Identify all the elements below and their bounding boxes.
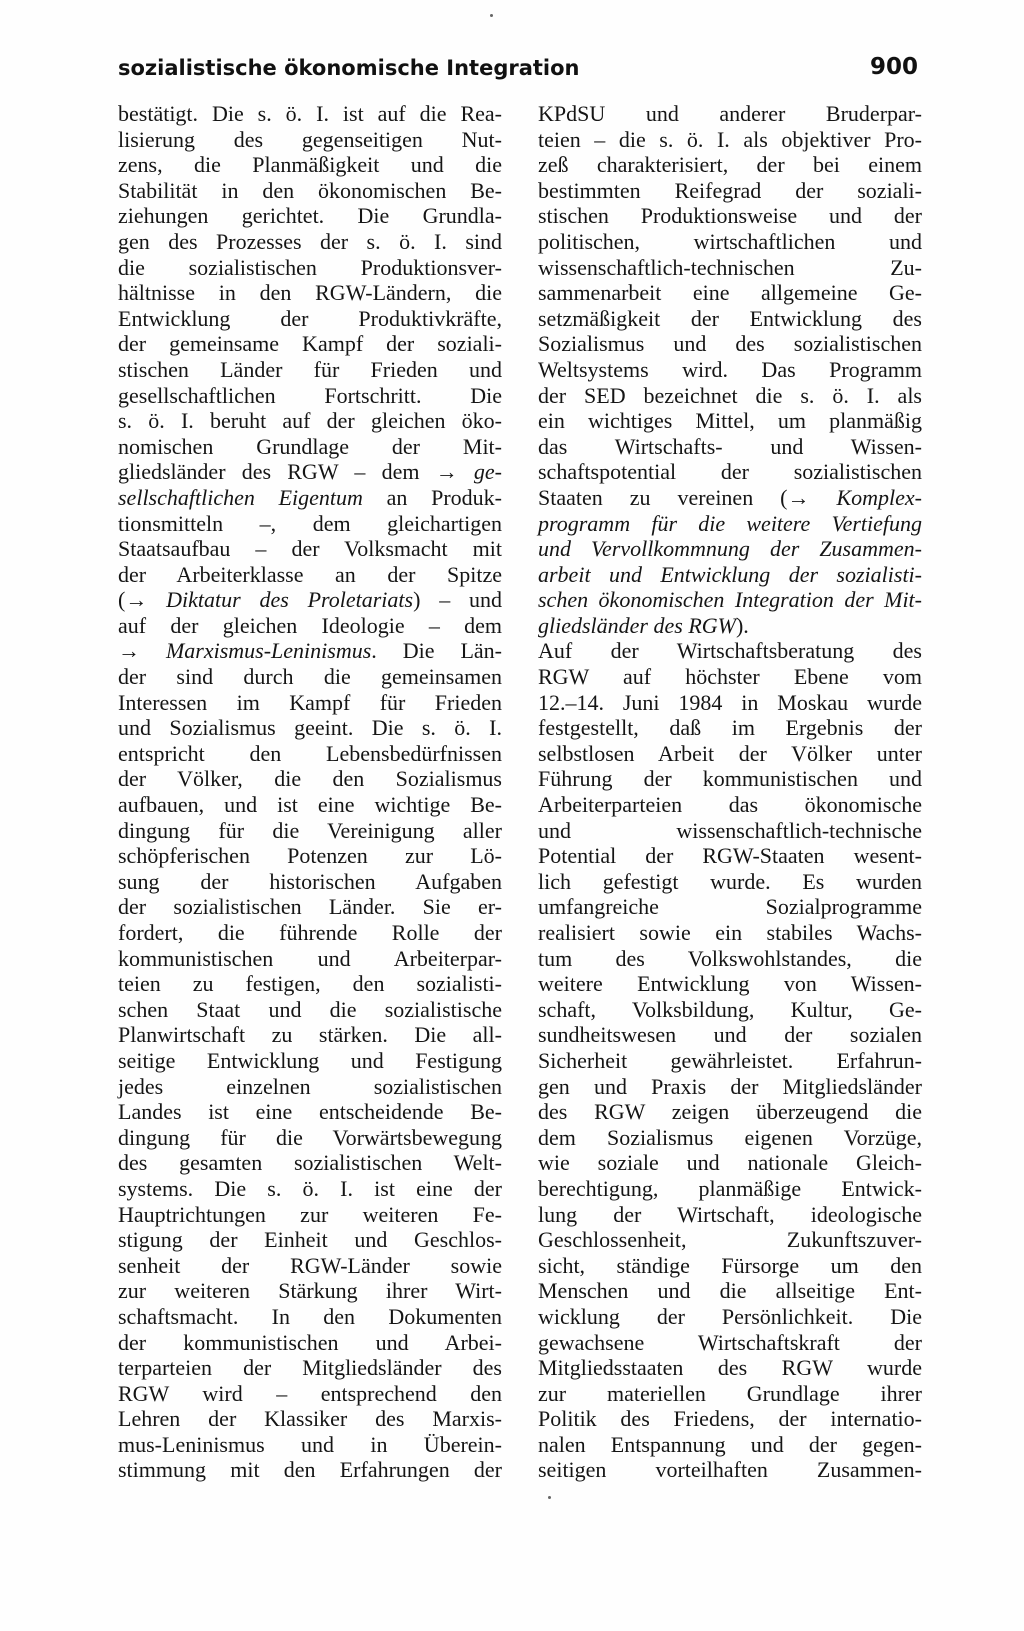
text-line: umfangreiche Sozialprogramme: [538, 894, 922, 920]
text-line: festgestellt, daß im Ergebnis der: [538, 715, 922, 741]
text-line: gesellschaftlichen Fortschritt. Die: [118, 382, 502, 408]
text-line: und Sozialismus geeint. Die s. ö. I.: [118, 715, 502, 741]
text-line: Lehren der Klassiker des Marxis-: [118, 1406, 502, 1432]
text-line: RGW auf höchster Ebene vom: [538, 664, 922, 690]
running-head-title: sozialistische ökonomische Integration: [118, 56, 580, 80]
text-line: mus-Leninismus und in Überein-: [118, 1431, 502, 1457]
text-line: RGW wird – entsprechend den: [118, 1380, 502, 1406]
text-line: auf der gleichen Ideologie – dem: [118, 612, 502, 638]
text-line: tionsmitteln –, dem gleichartigen: [118, 510, 502, 536]
text-line: nomischen Grundlage der Mit-: [118, 433, 502, 459]
text-line: Führung der kommunistischen und: [538, 766, 922, 792]
text-line: stischen Länder für Frieden und: [118, 356, 502, 382]
text-line: Potential der RGW-Staaten wesent-: [538, 843, 922, 869]
text-line: aufbauen, und ist eine wichtige Be-: [118, 792, 502, 818]
text-line: Staatsaufbau – der Volksmacht mit: [118, 536, 502, 562]
text-line: des gesamten sozialistischen Welt-: [118, 1150, 502, 1176]
text-line: s. ö. I. beruht auf der gleichen öko-: [118, 408, 502, 434]
text-line: arbeit und Entwicklung der sozialisti-: [538, 561, 922, 587]
text-line: teien zu festigen, den sozialisti-: [118, 971, 502, 997]
text-line: → Marxismus-Leninismus. Die Län-: [118, 638, 502, 664]
text-line: Hauptrichtungen zur weiteren Fe-: [118, 1201, 502, 1227]
text-line: KPdSU und anderer Bruderpar-: [538, 101, 922, 126]
text-line: terparteien der Mitgliedsländer des: [118, 1355, 502, 1381]
text-line: lung der Wirtschaft, ideologische: [538, 1201, 922, 1227]
text-line: sicht, ständige Fürsorge um den: [538, 1252, 922, 1278]
text-line: gliedsländer des RGW).: [538, 612, 749, 638]
text-line: schaft, Volksbildung, Kultur, Ge-: [538, 996, 922, 1022]
text-line: dingung für die Vorwärtsbewegung: [118, 1124, 502, 1150]
text-line: fordert, die führende Rolle der: [118, 920, 502, 945]
text-line: Sicherheit gewährleistet. Erfahrun-: [538, 1047, 922, 1073]
text-line: berechtigung, planmäßige Entwick-: [538, 1175, 922, 1201]
text-line: des RGW zeigen überzeugend die: [538, 1099, 922, 1125]
text-line: gewachsene Wirtschaftskraft der: [538, 1329, 922, 1355]
text-line: lich gefestigt wurde. Es wurden: [538, 868, 922, 894]
text-line: schaftsmacht. In den Dokumenten: [118, 1303, 502, 1329]
text-line: Menschen und die allseitige Ent-: [538, 1278, 922, 1304]
text-line: und wissenschaftlich-technische: [538, 817, 922, 843]
text-line: schöpferischen Potenzen zur Lö-: [118, 843, 502, 869]
text-line: seitige Entwicklung und Festigung: [118, 1047, 502, 1073]
text-column-right: [538, 101, 922, 1483]
text-line: Weltsystems wird. Das Programm: [538, 356, 922, 382]
text-line: Stabilität in den ökonomischen Be-: [118, 177, 502, 203]
running-head: [118, 56, 918, 90]
text-line: sellschaftlichen Eigentum an Produk-: [118, 484, 503, 510]
text-line: politischen, wirtschaftlichen und: [538, 228, 922, 254]
text-line: lisierung des gegenseitigen Nut-: [118, 126, 502, 152]
text-line: wissenschaftlich-technischen Zu-: [538, 254, 922, 280]
text-line: schen ökonomischen Integration der Mit-: [538, 587, 922, 613]
text-line: programm für die weitere Vertiefung: [538, 510, 922, 536]
text-line: stigung der Einheit und Geschlos-: [118, 1227, 502, 1253]
text-line: systems. Die s. ö. I. ist eine der: [118, 1175, 502, 1201]
text-line: (→ Diktatur des Proletariats) – und: [118, 587, 503, 613]
text-line: sung der historischen Aufgaben: [118, 868, 502, 894]
text-line: zur weiteren Stärkung ihrer Wirt-: [118, 1278, 502, 1304]
text-line: Interessen im Kampf für Frieden: [118, 689, 502, 715]
text-line: 12.–14. Juni 1984 in Moskau wurde: [538, 689, 922, 715]
text-line: und Vervollkommnung der Zusammen-: [538, 536, 922, 562]
text-line: Sozialismus und des sozialistischen: [538, 331, 922, 357]
text-line: dingung für die Vereinigung aller: [118, 817, 502, 843]
text-line: Entwicklung der Produktivkräfte,: [118, 305, 502, 331]
text-line: Arbeiterparteien das ökonomische: [538, 792, 922, 818]
text-line: Geschlossenheit, Zukunftszuver-: [538, 1227, 922, 1253]
text-line: Staaten zu vereinen (→ Komplex-: [538, 484, 922, 510]
text-line: der sind durch die gemeinsamen: [118, 664, 502, 690]
text-line: stimmung mit den Erfahrungen der: [118, 1457, 502, 1483]
page-number: 900: [869, 54, 918, 80]
scan-speck: [548, 1496, 551, 1499]
text-line: wicklung der Persönlichkeit. Die: [538, 1303, 922, 1329]
text-line: sammenarbeit eine allgemeine Ge-: [538, 280, 922, 306]
text-line: entspricht den Lebensbedürfnissen: [118, 740, 502, 766]
text-line: schen Staat und die sozialistische: [118, 996, 502, 1022]
text-line: Planwirtschaft zu stärken. Die all-: [118, 1022, 502, 1048]
text-line: Landes ist eine entscheidende Be-: [118, 1099, 502, 1125]
text-line: teien – die s. ö. I. als objektiver Pro-: [538, 126, 922, 152]
text-line: setzmäßigkeit der Entwicklung des: [538, 305, 922, 331]
text-line: seitigen vorteilhaften Zusammen-: [538, 1457, 922, 1483]
text-line: jedes einzelnen sozialistischen: [118, 1073, 502, 1099]
text-line: ziehungen gerichtet. Die Grundla-: [118, 203, 502, 229]
text-line: Mitgliedsstaaten des RGW wurde: [538, 1355, 922, 1381]
text-line: senheit der RGW-Länder sowie: [118, 1252, 502, 1278]
text-line: die sozialistischen Produktionsver-: [118, 254, 502, 280]
text-line: der kommunistischen und Arbei-: [118, 1329, 502, 1355]
text-line: tum des Volkswohlstandes, die: [538, 945, 922, 971]
text-line: nalen Entspannung und der gegen-: [538, 1431, 922, 1457]
text-line: bestätigt. Die s. ö. I. ist auf die Rea-: [118, 101, 502, 126]
text-line: dem Sozialismus eigenen Vorzüge,: [538, 1124, 922, 1150]
text-line: gen des Prozesses der s. ö. I. sind: [118, 228, 502, 254]
text-line: ein wichtiges Mittel, um planmäßig: [538, 408, 922, 434]
text-line: Auf der Wirtschaftsberatung des: [538, 638, 922, 664]
text-line: hältnisse in den RGW-Ländern, die: [118, 280, 502, 306]
text-line: selbstlosen Arbeit der Völker unter: [538, 740, 922, 766]
text-line: stischen Produktionsweise und der: [538, 203, 922, 229]
text-line: das Wirtschafts- und Wissen-: [538, 433, 922, 459]
text-line: der SED bezeichnet die s. ö. I. als: [538, 382, 922, 408]
text-line: gen und Praxis der Mitgliedsländer: [538, 1073, 922, 1099]
text-line: wie soziale und nationale Gleich-: [538, 1150, 922, 1176]
text-line: zur materiellen Grundlage ihrer: [538, 1380, 922, 1406]
text-line: kommunistischen und Arbeiterpar-: [118, 945, 502, 971]
text-line: der gemeinsame Kampf der soziali-: [118, 331, 502, 357]
text-line: weitere Entwicklung von Wissen-: [538, 971, 922, 997]
text-line: realisiert sowie ein stabiles Wachs-: [538, 920, 922, 945]
text-line: der Arbeiterklasse an der Spitze: [118, 561, 502, 587]
text-line: der Völker, die den Sozialismus: [118, 766, 502, 792]
text-line: gliedsländer des RGW – dem → ge-: [118, 459, 502, 485]
text-column-left: [118, 101, 502, 1483]
text-line: Politik des Friedens, der internatio-: [538, 1406, 922, 1432]
scan-speck: [490, 14, 493, 17]
text-line: zens, die Planmäßigkeit und die: [118, 152, 502, 178]
text-line: bestimmten Reifegrad der soziali-: [538, 177, 922, 203]
text-line: sundheitswesen und der sozialen: [538, 1022, 922, 1048]
text-line: zeß charakterisiert, der bei einem: [538, 152, 922, 178]
text-line: der sozialistischen Länder. Sie er-: [118, 894, 502, 920]
text-line: schaftspotential der sozialistischen: [538, 459, 922, 485]
